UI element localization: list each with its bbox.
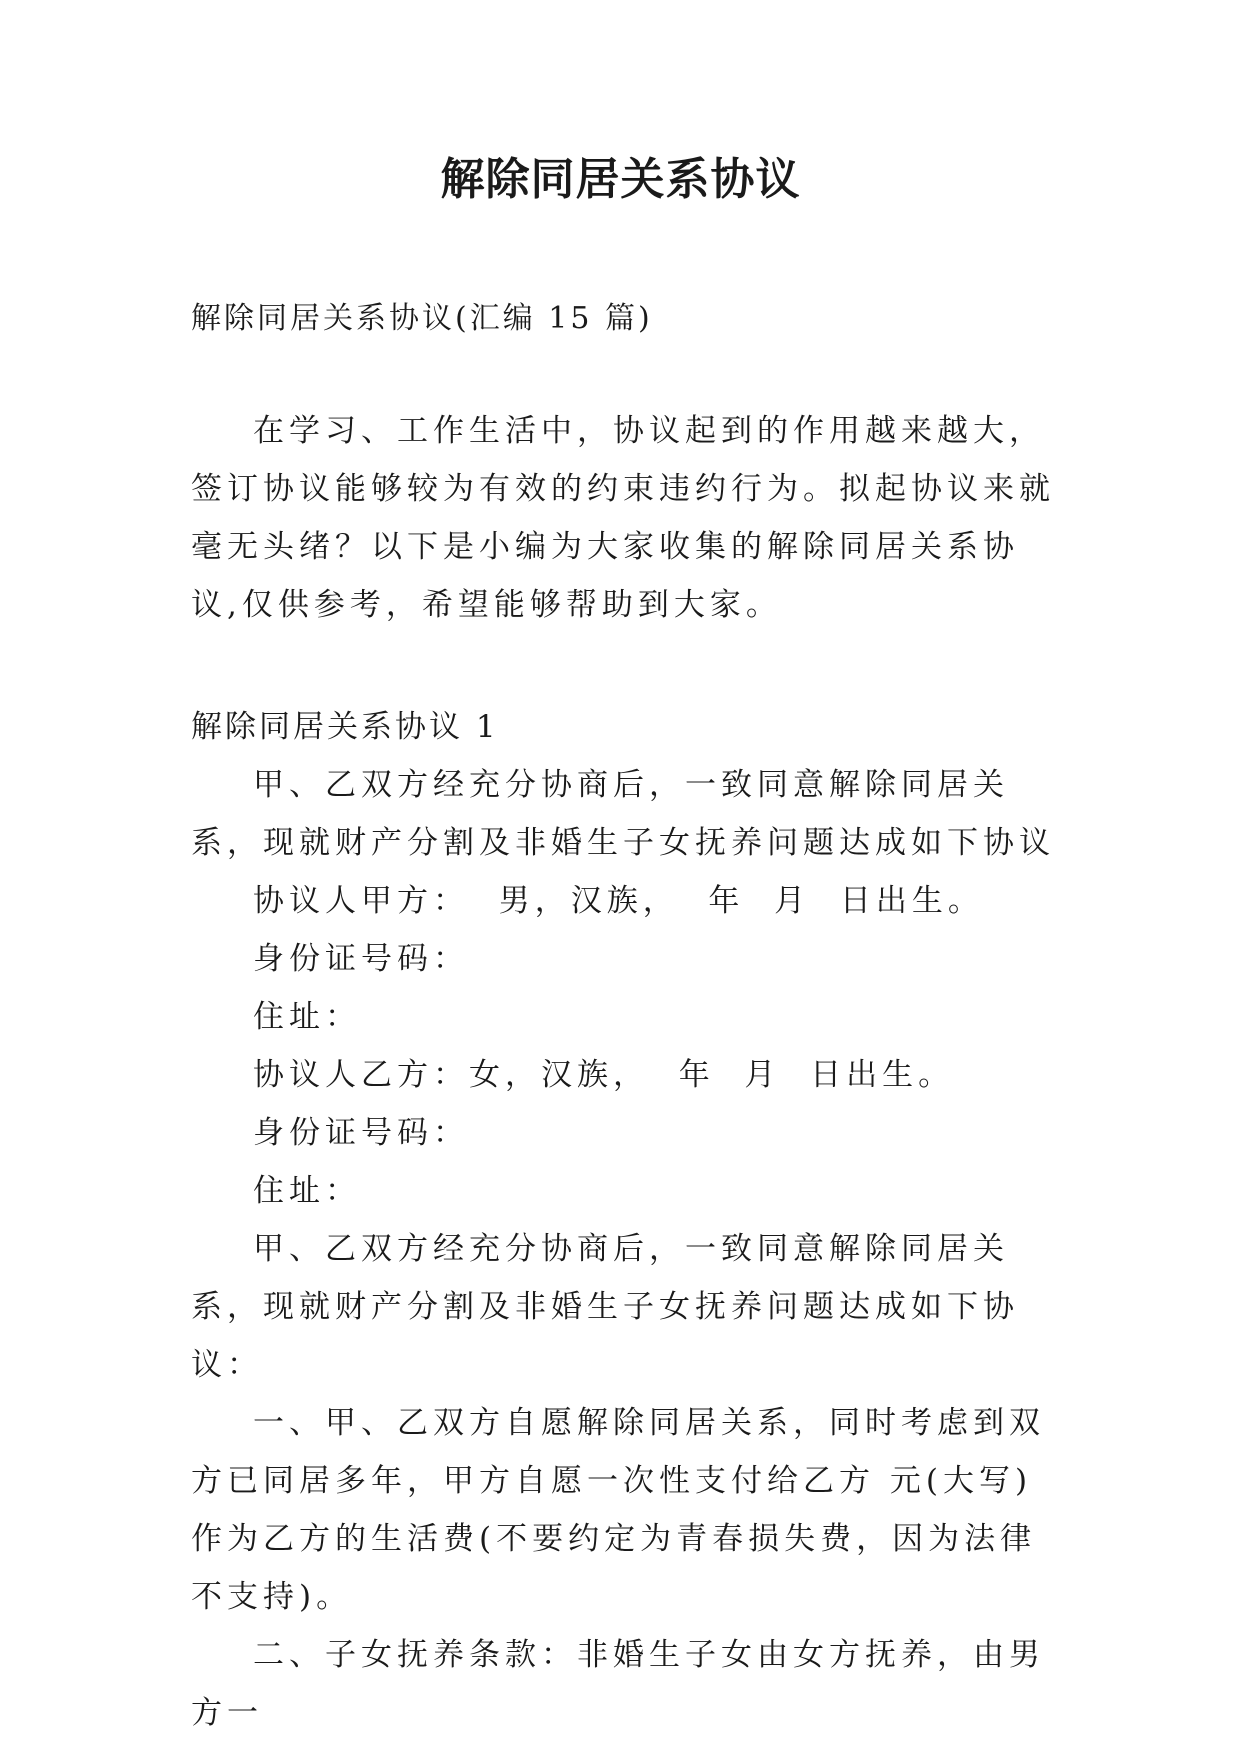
section-paragraph: 甲、乙双方经充分协商后，一致同意解除同居关系，现就财产分割及非婚生子女抚养问题达成如下协议 — [191, 767, 1055, 861]
agreement-section-1 — [191, 698, 1057, 1742]
intro-paragraph: 在学习、工作生活中，协议起到的作用越来越大，签订协议能够较为有效的约束违约行为。拟起协议来就毫无头绪？以下是小编为大家收集的解除同居关系协议,仅供参考，希望能够帮助到大家。 — [191, 413, 1055, 623]
party-b-id-line: 身份证号码： — [253, 1115, 469, 1151]
section-paragraph: 甲、乙双方经充分协商后，一致同意解除同居关系，现就财产分割及非婚生子女抚养问题达成如下协议： — [191, 1231, 1019, 1383]
party-a-address-line: 住址： — [253, 999, 361, 1035]
party-b-line: 协议人乙方：女，汉族， 年 月 日出生。 — [253, 1057, 955, 1093]
party-a-id-line: 身份证号码： — [253, 941, 469, 977]
document-subtitle: 解除同居关系协议(汇编 15 篇) — [191, 301, 653, 336]
clause-1: 一、甲、乙双方自愿解除同居关系，同时考虑到双方已同居多年，甲方自愿一次性支付给乙方 元(大写)作为乙方的生活费(不要约定为青春损失费，因为法律不支持)。 — [191, 1405, 1045, 1615]
party-b-address-line: 住址： — [253, 1173, 361, 1209]
party-a-line: 协议人甲方： 男，汉族， 年 月 日出生。 — [253, 883, 984, 919]
document-title: 解除同居关系协议 — [440, 154, 801, 205]
section-heading: 解除同居关系协议 1 — [191, 709, 499, 745]
clause-2: 二、子女抚养条款：非婚生子女由女方抚养，由男方一 — [191, 1637, 1045, 1731]
